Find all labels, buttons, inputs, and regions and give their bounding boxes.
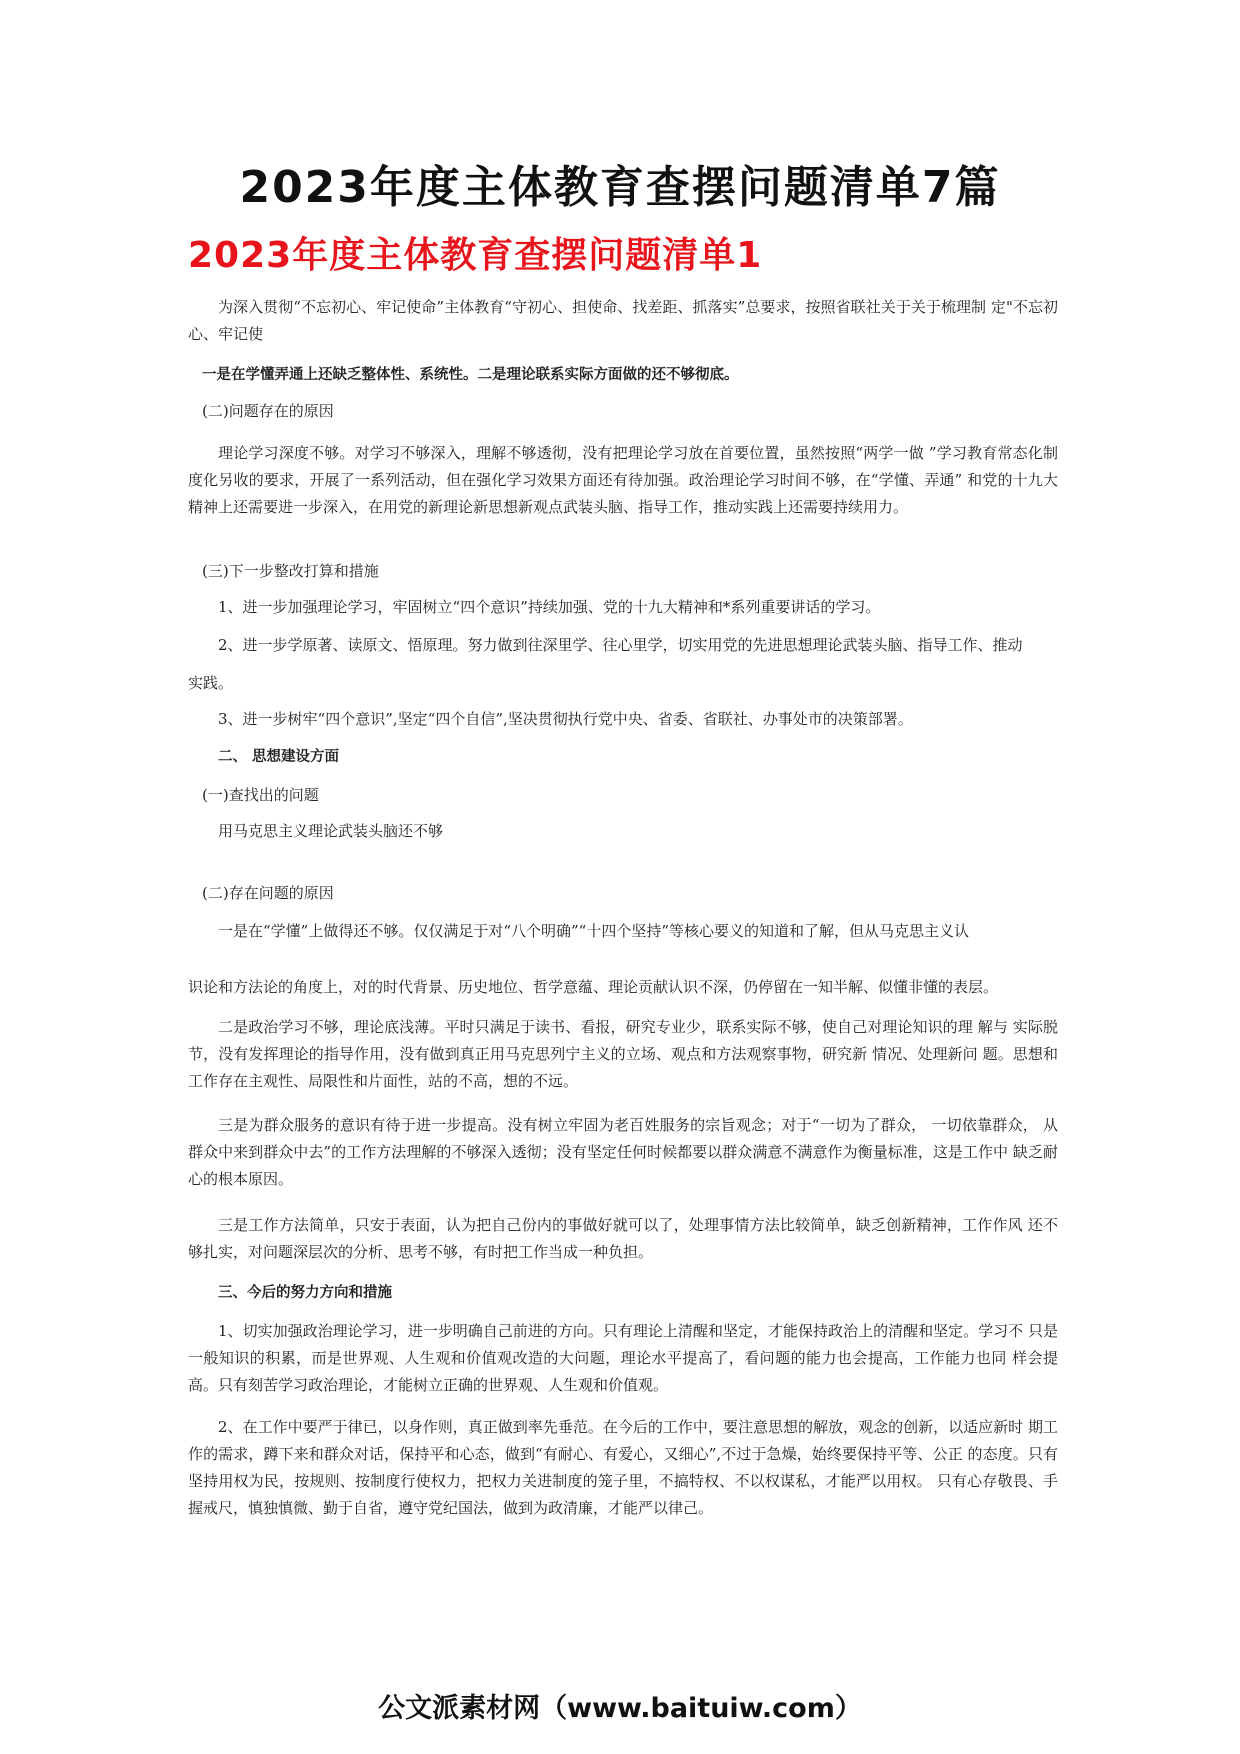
heading-problem-cause: (二)存在问题的原因 — [202, 884, 334, 902]
cause-3: 三是为群众服务的意识有待于进一步提高。没有树立牢固为老百姓服务的宗旨观念；对于“一切为了群众， 一切依靠群众， 从群众中来到群众中去”的工作方法理解的不够深入透彻；没有坚定任何时候都要以群众满意不满意作为衡量标准，这是工作中 缺乏耐心的根本原因。 — [188, 1116, 1058, 1188]
measure-2: 2、在工作中要严于律已，以身作则，真正做到率先垂范。在今后的工作中，要注意思想的解放，观念的创新，以适应新时 期工作的需求，蹲下来和群众对话，保持平和心态，做到“有耐心、有爱心，又细心”,不过于急燥，始终要保持平等、公正 的态度。只有坚持用权为民，按规则、按制度行使权力，把权力关进制度的笼子里，不搞特权、不以权谋私，才能严以用权。 只有心存敬畏、手握戒尺，慎独慎微、勤于自省，遵守党纪国法，做到为政清廉，才能严以律己。 — [188, 1418, 1058, 1517]
heading-future-direction: 三、今后的努力方向和措施 — [218, 1285, 392, 1301]
step-1: 1、进一步加强理论学习，牢固树立“四个意识”持续加强、党的十九大精神和*系列重要讲话的学习。 — [218, 598, 881, 616]
problem-summary: 一是在学懂弄通上还缺乏整体性、系统性。二是理论联系实际方面做的还不够彻底。 — [202, 367, 739, 383]
found-problem: 用马克思主义理论武装头脑还不够 — [218, 822, 444, 840]
footer-watermark: 公文派素材网（www.baituiw.com） — [378, 1693, 862, 1724]
step-3: 3、进一步树牢“四个意识”,坚定“四个自信”,坚决贯彻执行党中央、省委、省联社、办事处市的决策部署。 — [218, 710, 913, 728]
measure-1: 1、切实加强政治理论学习，进一步明确自己前进的方向。只有理论上清醒和坚定，才能保持政治上的清醒和坚定。学习不 只是一般知识的积累，而是世界观、人生观和价值观改造的大问题，理论水平提高了，看问题的能力也会提高，工作能力也同 样会提高。只有刻苦学习政治理论，才能树立正确的世界观、人生观和价值观。 — [188, 1322, 1058, 1394]
step-2: 2、进一步学原著、读原文、悟原理。努力做到往深里学、往心里学，切实用党的先进思想理论武装头脑、指导工作、推动 — [218, 636, 1023, 654]
cause-2: 二是政治学习不够，理论底浅薄。平时只满足于读书、看报，研究专业少，联系实际不够，使自己对理论知识的理 解与 实际脱节，没有发挥理论的指导作用，没有做到真正用马克思列宁主义的立场、观点和方法观察事物，研究新 情况、处理新问 题。思想和工作存在主观性、局限性和片面性，站的不高，想的不远。 — [188, 1018, 1058, 1090]
section-title: 2023年度主体教育查摆问题清单1 — [188, 235, 763, 276]
cause-paragraph: 理论学习深度不够。对学习不够深入，理解不够透彻，没有把理论学习放在首要位置，虽然按照“两学一做 ”学习教育常态化制度化另收的要求，开展了一系列活动，但在强化学习效果方面还有待加强。政治理论学习时间不够，在“学懂、弄通” 和党的十九大精神上还需要进一步深入，在用党的新理论新思想新观点武装头脑、指导工作，推动实践上还需要持续用力。 — [188, 444, 1058, 516]
heading-ideology: 二、 思想建设方面 — [218, 749, 340, 765]
intro-paragraph: 为深入贯彻“不忘初心、牢记使命”主体教育“守初心、担使命、找差距、抓落实”总要求，按照省联社关于关于梳理制 定"不忘初心、牢记使 — [188, 298, 1058, 343]
cause-1-continued: 识论和方法论的角度上，对的时代背景、历史地位、哲学意蕴、理论贡献认识不深，仍停留在一知半解、似懂非懂的表层。 — [188, 978, 999, 996]
cause-4: 三是工作方法简单，只安于表面，认为把自己份内的事做好就可以了，处理事情方法比较简单，缺乏创新精神，工作作风 还不够扎实，对问题深层次的分析、思考不够，有时把工作当成一种负担。 — [188, 1216, 1058, 1261]
heading-next-steps: (三)下一步整改打算和措施 — [202, 562, 379, 580]
cause-1: 一是在“学懂”上做得还不够。仅仅满足于对“八个明确”“十四个坚持”等核心要义的知道和了解，但从马克思主义认 — [218, 922, 970, 940]
step-2-continued: 实践。 — [188, 674, 234, 692]
heading-found-problems: (一)查找出的问题 — [202, 786, 319, 804]
document-title: 2023年度主体教育查摆问题清单7篇 — [239, 162, 1001, 213]
heading-cause: (二)问题存在的原因 — [202, 402, 334, 420]
